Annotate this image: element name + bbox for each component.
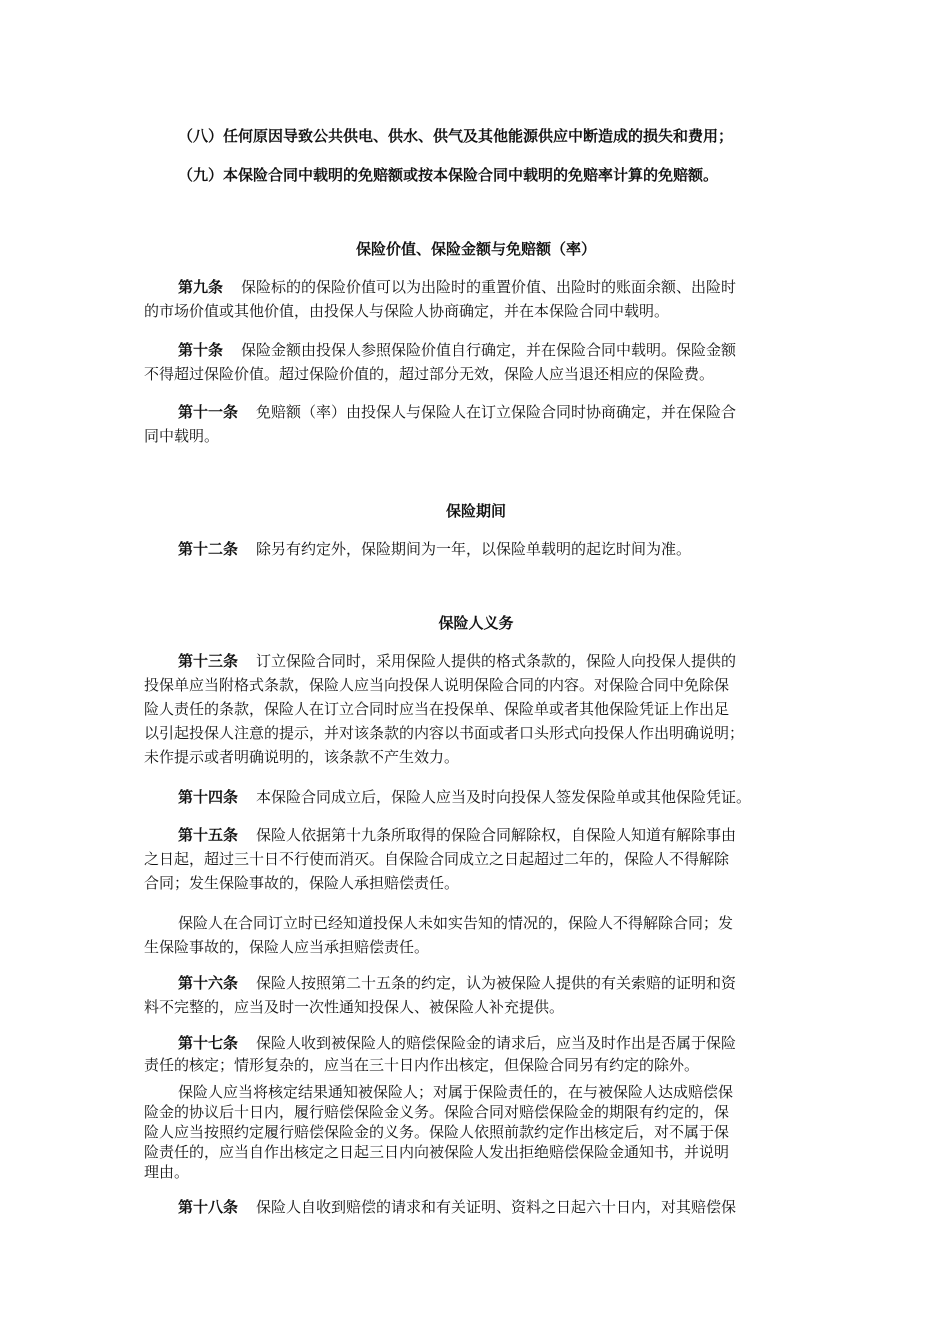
article-11-line-1: 第十一条 免赔额（率）由投保人与保险人在订立保险合同时协商确定，并在保险合 — [178, 403, 737, 421]
article-15-line-3: 合同；发生保险事故的，保险人承担赔偿责任。 — [144, 874, 460, 892]
article-15-line-1: 第十五条 保险人依据第十九条所取得的保险合同解除权，自保险人知道有解除事由 — [178, 826, 737, 844]
article-17-para-2-line-1: 保险人应当将核定结果通知被保险人；对属于保险责任的，在与被保险人达成赔偿保 — [178, 1083, 734, 1101]
section-heading-period: 保险期间 — [445, 502, 506, 520]
article-13-line-2: 投保单应当附格式条款，保险人应当向投保人说明保险合同的内容。对保险合同中免除保 — [144, 676, 730, 694]
article-17-para-2-line-2: 险金的协议后十日内，履行赔偿保险金义务。保险合同对赔偿保险金的期限有约定的，保 — [144, 1103, 730, 1121]
section-heading-value: 保险价值、保险金额与免赔额（率） — [355, 240, 596, 258]
article-17-label: 第十七条 — [178, 1034, 239, 1052]
article-14-line-1: 第十四条 本保险合同成立后，保险人应当及时向投保人签发保险单或其他保险凭证。 — [178, 788, 752, 806]
article-12-label: 第十二条 — [178, 540, 239, 558]
article-10-line-1: 第十条 保险金额由投保人参照保险价值自行确定，并在保险合同中载明。保险金额 — [178, 341, 737, 359]
item-8: （八）任何原因导致公共供电、供水、供气及其他能源供应中断造成的损失和费用； — [178, 127, 734, 145]
article-16-line-1: 第十六条 保险人按照第二十五条的约定，认为被保险人提供的有关索赔的证明和资 — [178, 974, 737, 992]
article-13-line-3: 险人责任的条款，保险人在订立合同时应当在投保单、保险单或者其他保险凭证上作出足 — [144, 700, 730, 718]
item-9: （九）本保险合同中载明的免赔额或按本保险合同中载明的免赔率计算的免赔额。 — [178, 166, 719, 184]
article-13-line-5: 未作提示或者明确说明的，该条款不产生效力。 — [144, 748, 460, 766]
article-17-line-2: 责任的核定；情形复杂的，应当在三十日内作出核定，但保险合同另有约定的除外。 — [144, 1056, 700, 1074]
article-18-label: 第十八条 — [178, 1198, 239, 1216]
article-16-label: 第十六条 — [178, 974, 239, 992]
article-14-label: 第十四条 — [178, 788, 239, 806]
article-17-para-2-line-5: 理由。 — [144, 1163, 190, 1181]
article-12-line-1: 第十二条 除另有约定外，保险期间为一年，以保险单载明的起讫时间为准。 — [178, 540, 692, 558]
article-16-line-2: 料不完整的，应当及时一次性通知投保人、被保险人补充提供。 — [144, 998, 565, 1016]
article-10-label: 第十条 — [178, 341, 224, 359]
article-15-para-2-line-1: 保险人在合同订立时已经知道投保人未如实告知的情况的，保险人不得解除合同；发 — [178, 914, 734, 932]
article-17-para-2-line-3: 险人应当按照约定履行赔偿保险金的义务。保险人依照前款约定作出核定后，对不属于保 — [144, 1123, 730, 1141]
article-13-line-4: 以引起投保人注意的提示，并对该条款的内容以书面或者口头形式向投保人作出明确说明； — [144, 724, 745, 742]
article-18-line-1: 第十八条 保险人自收到赔偿的请求和有关证明、资料之日起六十日内，对其赔偿保 — [178, 1198, 737, 1216]
article-15-para-2-line-2: 生保险事故的，保险人应当承担赔偿责任。 — [144, 938, 430, 956]
article-15-label: 第十五条 — [178, 826, 239, 844]
section-heading-duty: 保险人义务 — [438, 614, 514, 632]
article-15-line-2: 之日起，超过三十日不行使而消灭。自保险合同成立之日起超过二年的，保险人不得解除 — [144, 850, 730, 868]
article-13-line-1: 第十三条 订立保险合同时，采用保险人提供的格式条款的，保险人向投保人提供的 — [178, 652, 737, 670]
article-17-line-1: 第十七条 保险人收到被保险人的赔偿保险金的请求后，应当及时作出是否属于保险 — [178, 1034, 737, 1052]
article-9-line-1: 第九条 保险标的的保险价值可以为出险时的重置价值、出险时的账面余额、出险时 — [178, 278, 737, 296]
article-13-label: 第十三条 — [178, 652, 239, 670]
article-17-para-2-line-4: 险责任的，应当自作出核定之日起三日内向被保险人发出拒绝赔偿保险金通知书，并说明 — [144, 1143, 730, 1161]
article-11-label: 第十一条 — [178, 403, 239, 421]
article-9-line-2: 的市场价值或其他价值，由投保人与保险人协商确定，并在本保险合同中载明。 — [144, 302, 670, 320]
article-11-line-2: 同中载明。 — [144, 427, 220, 445]
article-10-line-2: 不得超过保险价值。超过保险价值的，超过部分无效，保险人应当退还相应的保险费。 — [144, 365, 715, 383]
article-9-label: 第九条 — [178, 278, 224, 296]
